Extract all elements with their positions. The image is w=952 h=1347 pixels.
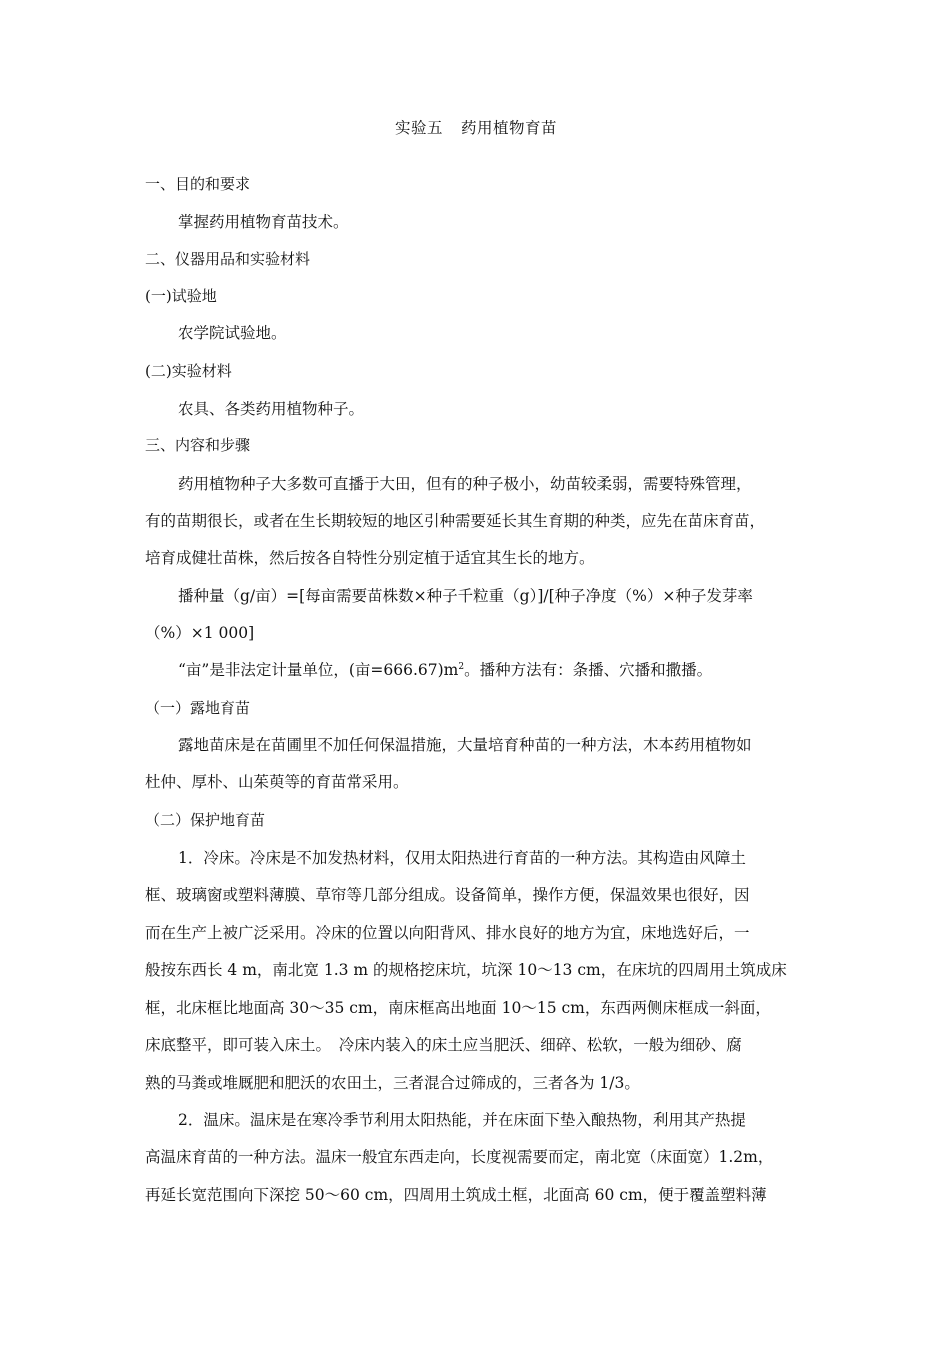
paragraph-line: 培育成健壮苗株，然后按各自特性分别定植于适宜其生长的地方。 <box>145 549 595 567</box>
subsection-heading: （一）露地育苗 <box>145 699 251 717</box>
paragraph-line: 框，北床框比地面高 30～35 cm，南床框高出地面 10～15 cm，东西两侧床框成一斜面， <box>145 999 771 1017</box>
page-title <box>0 116 952 140</box>
title-number: 实验五 <box>394 119 443 137</box>
section-heading-2: 二、仪器用品和实验材料 <box>145 250 311 268</box>
paragraph: 农具、各类药用植物种子。 <box>178 400 365 418</box>
paragraph-line: 而在生产上被广泛采用。冷床的位置以向阳背风、排水良好的地方为宜，床地选好后，一 <box>145 924 750 942</box>
unit-note-before: “亩”是非法定计量单位，(亩=666.67)m <box>178 661 459 679</box>
formula-line: 播种量（g/亩）=[每亩需要苗株数×种子千粒重（g）]/[种子净度（%）×种子发芽率 <box>178 587 753 605</box>
paragraph-line: 框、玻璃窗或塑料薄膜、草帘等几部分组成。设备简单，操作方便，保温效果也很好，因 <box>145 886 750 904</box>
paragraph-line: 1．冷床。冷床是不加发热材料，仅用太阳热进行育苗的一种方法。其构造由风障土 <box>178 849 746 867</box>
formula-line: （%）×1 000] <box>145 624 255 642</box>
paragraph: 掌握药用植物育苗技术。 <box>178 213 349 231</box>
unit-note <box>178 658 813 682</box>
paragraph-line: 床底整平，即可装入床土。 冷床内装入的床土应当肥沃、细碎、松软，一般为细砂、腐 <box>145 1036 742 1054</box>
subsection-heading: （二）保护地育苗 <box>145 811 266 829</box>
paragraph-line: 般按东西长 4 m，南北宽 1.3 m 的规格挖床坑，坑深 10～13 cm，在床坑的四周用土筑成床 <box>145 961 787 979</box>
paragraph-line: 杜仲、厚朴、山茱萸等的育苗常采用。 <box>145 773 409 791</box>
unit-note-sup: 2 <box>458 661 465 672</box>
paragraph-line: 熟的马粪或堆厩肥和肥沃的农田土，三者混合过筛成的，三者各为 1/3。 <box>145 1074 640 1092</box>
paragraph-line: 高温床育苗的一种方法。温床一般宜东西走向，长度视需要而定，南北宽（床面宽）1.2m， <box>145 1148 774 1166</box>
paragraph-line: 有的苗期很长，或者在生长期较短的地区引种需要延长其生育期的种类，应先在苗床育苗， <box>145 512 766 530</box>
paragraph-line: 2．温床。温床是在寒冷季节利用太阳热能，并在床面下垫入酿热物，利用其产热提 <box>178 1111 746 1129</box>
paragraph-line: 再延长宽范围向下深挖 50～60 cm，四周用土筑成土框，北面高 60 cm，便于覆盖塑料薄 <box>145 1186 767 1204</box>
subsection-heading: (一)试验地 <box>145 287 217 305</box>
paragraph-line: 露地苗床是在苗圃里不加任何保温措施，大量培育种苗的一种方法，木本药用植物如 <box>178 736 752 754</box>
paragraph-line: 药用植物种子大多数可直播于大田，但有的种子极小，幼苗较柔弱，需要特殊管理， <box>178 475 752 493</box>
section-heading-1: 一、目的和要求 <box>145 175 251 193</box>
subsection-heading: (二)实验材料 <box>145 362 232 380</box>
unit-note-after: 。播种方法有：条播、穴播和撒播。 <box>464 661 713 679</box>
paragraph: 农学院试验地。 <box>178 324 287 342</box>
title-name: 药用植物育苗 <box>461 119 558 137</box>
section-heading-3: 三、内容和步骤 <box>145 436 251 454</box>
